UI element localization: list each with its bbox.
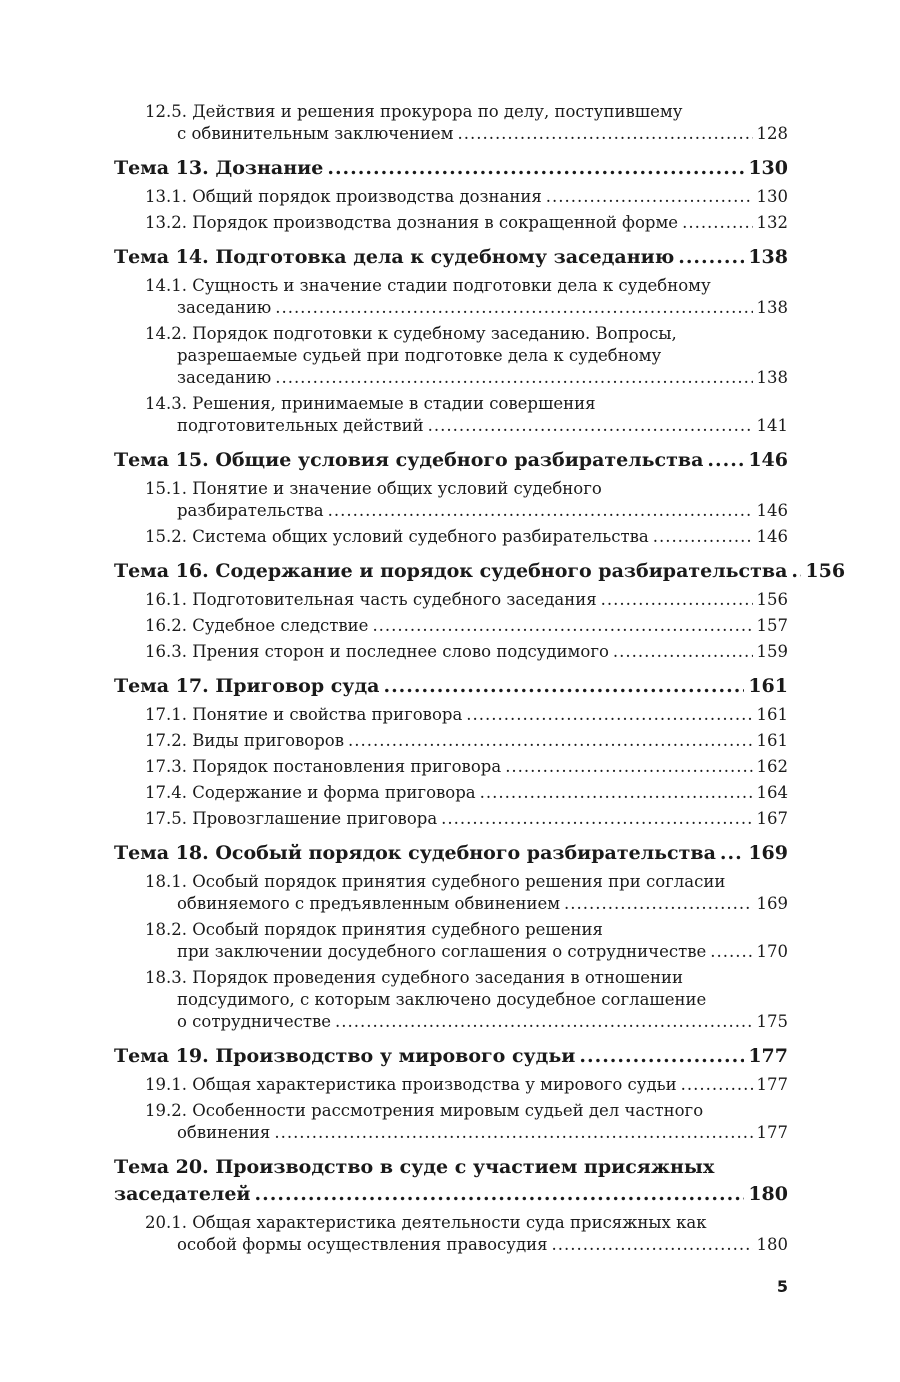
dot-leader — [275, 367, 752, 389]
toc-theme-title-line: Тема 18. Особый порядок судебного разбирательства — [114, 842, 716, 864]
toc-entry-text-line: 17.3. Порядок постановления приговора — [145, 757, 502, 776]
toc-entry — [114, 782, 788, 804]
toc-theme-heading — [114, 447, 788, 474]
toc-page-number: 128 — [756, 124, 788, 143]
dot-leader — [564, 893, 752, 915]
dot-leader — [372, 615, 752, 637]
toc-page-number: 156 — [756, 590, 788, 609]
dot-leader — [441, 808, 752, 830]
toc-entry-text-line: 20.1. Общая характеристика деятельности суда присяжных как — [145, 1213, 707, 1232]
toc-page-number: 146 — [748, 449, 788, 471]
toc-page-number: 146 — [756, 501, 788, 520]
toc-theme-heading — [114, 244, 788, 271]
dot-leader — [335, 1011, 752, 1033]
dot-leader — [327, 155, 744, 182]
dot-leader — [428, 415, 753, 437]
toc-entry-text-line: 17.5. Провозглашение приговора — [145, 809, 438, 828]
toc-entry — [114, 871, 788, 915]
toc-entry — [114, 615, 788, 637]
toc-entry-text-line: разрешаемые судьей при подготовке дела к судебному — [177, 346, 662, 365]
toc-page-number: 130 — [748, 157, 788, 179]
toc-entry-text-line: 13.1. Общий порядок производства дознания — [145, 187, 542, 206]
toc-entry — [114, 808, 788, 830]
dot-leader — [791, 558, 801, 585]
toc-page-number: 161 — [756, 731, 788, 750]
toc-entry — [114, 730, 788, 752]
toc-entry-text-line: 14.1. Сущность и значение стадии подготовки дела к судебному — [145, 276, 711, 295]
table-of-contents — [114, 101, 846, 1256]
toc-entry — [114, 1212, 788, 1256]
toc-entry-text-line: с обвинительным заключением — [177, 124, 454, 143]
dot-leader — [383, 673, 744, 700]
toc-page-number: 157 — [756, 616, 788, 635]
toc-entry-text-line: 18.1. Особый порядок принятия судебного решения при согласии — [145, 872, 726, 891]
dot-leader — [457, 123, 752, 145]
toc-entry — [114, 919, 788, 963]
toc-entry-text-line: о сотрудничестве — [177, 1012, 332, 1031]
dot-leader — [348, 730, 752, 752]
toc-theme-heading — [114, 155, 788, 182]
toc-entry-text-line: 19.2. Особенности рассмотрения мировым судьей дел частного — [145, 1101, 704, 1120]
toc-entry — [114, 275, 788, 319]
toc-entry-text-line: при заключении досудебного соглашения о сотрудничестве — [177, 942, 707, 961]
toc-page-number: 159 — [756, 642, 788, 661]
toc-section — [114, 673, 788, 830]
dot-leader — [601, 589, 753, 611]
toc-entry-text-line: 15.1. Понятие и значение общих условий судебного — [145, 479, 602, 498]
toc-entry — [114, 704, 788, 726]
toc-entry — [114, 1074, 788, 1096]
dot-leader — [720, 840, 744, 867]
toc-page-number: 177 — [748, 1045, 788, 1067]
toc-page-number: 169 — [748, 842, 788, 864]
toc-entry-text-line: подготовительных действий — [177, 416, 424, 435]
toc-theme-title-line: Тема 13. Дознание — [114, 157, 324, 179]
toc-entry-text-line: 13.2. Порядок производства дознания в сокращенной форме — [145, 213, 679, 232]
dot-leader — [328, 500, 753, 522]
dot-leader — [546, 186, 753, 208]
toc-section — [114, 244, 788, 437]
toc-entry-text-line: 18.2. Особый порядок принятия судебного решения — [145, 920, 603, 939]
toc-theme-heading — [114, 673, 788, 700]
dot-leader — [466, 704, 752, 726]
dot-leader — [579, 1043, 744, 1070]
dot-leader — [678, 244, 744, 271]
toc-entry — [114, 589, 788, 611]
toc-entry-text-line: 14.3. Решения, принимаемые в стадии совершения — [145, 394, 596, 413]
dot-leader — [552, 1234, 753, 1256]
toc-page-number: 167 — [756, 809, 788, 828]
dot-leader — [682, 212, 752, 234]
toc-page-number: 177 — [756, 1075, 788, 1094]
toc-page-number: 161 — [756, 705, 788, 724]
toc-section — [114, 1043, 788, 1144]
dot-leader — [505, 756, 752, 778]
toc-entry — [114, 641, 788, 663]
toc-section — [114, 558, 846, 663]
toc-entry-text-line: заседанию — [177, 298, 272, 317]
toc-section — [114, 1154, 788, 1256]
toc-entry-text-line: 16.3. Прения сторон и последнее слово подсудимого — [145, 642, 609, 661]
toc-section — [114, 101, 788, 145]
toc-entry — [114, 967, 788, 1033]
toc-page-number: 138 — [748, 246, 788, 268]
toc-page-number: 156 — [805, 560, 846, 582]
toc-theme-heading — [114, 1154, 788, 1208]
toc-entry-text-line: 14.2. Порядок подготовки к судебному заседанию. Вопросы, — [145, 324, 677, 343]
toc-entry — [114, 186, 788, 208]
toc-entry-text-line: 15.2. Система общих условий судебного разбирательства — [145, 527, 649, 546]
toc-theme-heading — [114, 840, 788, 867]
toc-page-number: 170 — [756, 942, 788, 961]
page-number: 5 — [776, 1277, 788, 1296]
toc-entry — [114, 756, 788, 778]
toc-entry-text-line: особой формы осуществления правосудия — [177, 1235, 548, 1254]
dot-leader — [613, 641, 753, 663]
toc-page-number: 162 — [756, 757, 788, 776]
toc-page-number: 175 — [756, 1012, 788, 1031]
toc-page-number: 138 — [756, 298, 788, 317]
toc-entry-text-line: 18.3. Порядок проведения судебного заседания в отношении — [145, 968, 683, 987]
toc-theme-title-line: заседателей — [114, 1183, 251, 1205]
toc-page-number: 138 — [756, 368, 788, 387]
toc-page-number: 146 — [756, 527, 788, 546]
toc-entry-text-line: разбирательства — [177, 501, 324, 520]
toc-entry-text-line: 17.4. Содержание и форма приговора — [145, 783, 476, 802]
toc-entry-text-line: заседанию — [177, 368, 272, 387]
dot-leader — [681, 1074, 753, 1096]
dot-leader — [707, 447, 744, 474]
toc-entry-text-line: обвиняемого с предъявленным обвинением — [177, 894, 561, 913]
toc-page-number: 180 — [748, 1183, 788, 1205]
toc-theme-heading — [114, 558, 846, 585]
toc-entry — [114, 212, 788, 234]
toc-entry — [114, 478, 788, 522]
dot-leader — [255, 1181, 745, 1208]
toc-entry-text-line: 16.1. Подготовительная часть судебного заседания — [145, 590, 597, 609]
toc-entry-text-line: 17.2. Виды приговоров — [145, 731, 345, 750]
toc-theme-title-line: Тема 14. Подготовка дела к судебному заседанию — [114, 246, 675, 268]
toc-entry — [114, 323, 788, 389]
toc-theme-title-line: Тема 15. Общие условия судебного разбирательства — [114, 449, 704, 471]
dot-leader — [275, 297, 752, 319]
toc-theme-heading — [114, 1043, 788, 1070]
toc-page-number: 130 — [756, 187, 788, 206]
toc-page-number: 177 — [756, 1123, 788, 1142]
toc-page-number: 132 — [756, 213, 788, 232]
toc-entry-text-line: 16.2. Судебное следствие — [145, 616, 369, 635]
toc-entry-text-line: 19.1. Общая характеристика производства у мирового судьи — [145, 1075, 677, 1094]
toc-page-number: 141 — [756, 416, 788, 435]
toc-entry-text-line: обвинения — [177, 1123, 271, 1142]
toc-page-number: 161 — [748, 675, 788, 697]
toc-section — [114, 155, 788, 234]
toc-entry-text-line: 12.5. Действия и решения прокурора по делу, поступившему — [145, 102, 683, 121]
toc-entry — [114, 1100, 788, 1144]
dot-leader — [274, 1122, 752, 1144]
toc-entry-text-line: 17.1. Понятие и свойства приговора — [145, 705, 463, 724]
toc-theme-title-line: Тема 16. Содержание и порядок судебного разбирательства — [114, 560, 788, 582]
dot-leader — [710, 941, 752, 963]
dot-leader — [653, 526, 753, 548]
dot-leader — [480, 782, 753, 804]
toc-page-number: 169 — [756, 894, 788, 913]
toc-theme-title-line: Тема 20. Производство в суде с участием присяжных — [114, 1156, 715, 1178]
toc-page-number: 180 — [756, 1235, 788, 1254]
toc-entry — [114, 526, 788, 548]
toc-entry-text-line: подсудимого, с которым заключено досудебное соглашение — [177, 990, 707, 1009]
toc-page-number: 164 — [756, 783, 788, 802]
toc-entry — [114, 393, 788, 437]
toc-theme-title-line: Тема 17. Приговор суда — [114, 675, 380, 697]
toc-section — [114, 447, 788, 548]
toc-section — [114, 840, 788, 1033]
toc-theme-title-line: Тема 19. Производство у мирового судьи — [114, 1045, 576, 1067]
toc-entry — [114, 101, 788, 145]
